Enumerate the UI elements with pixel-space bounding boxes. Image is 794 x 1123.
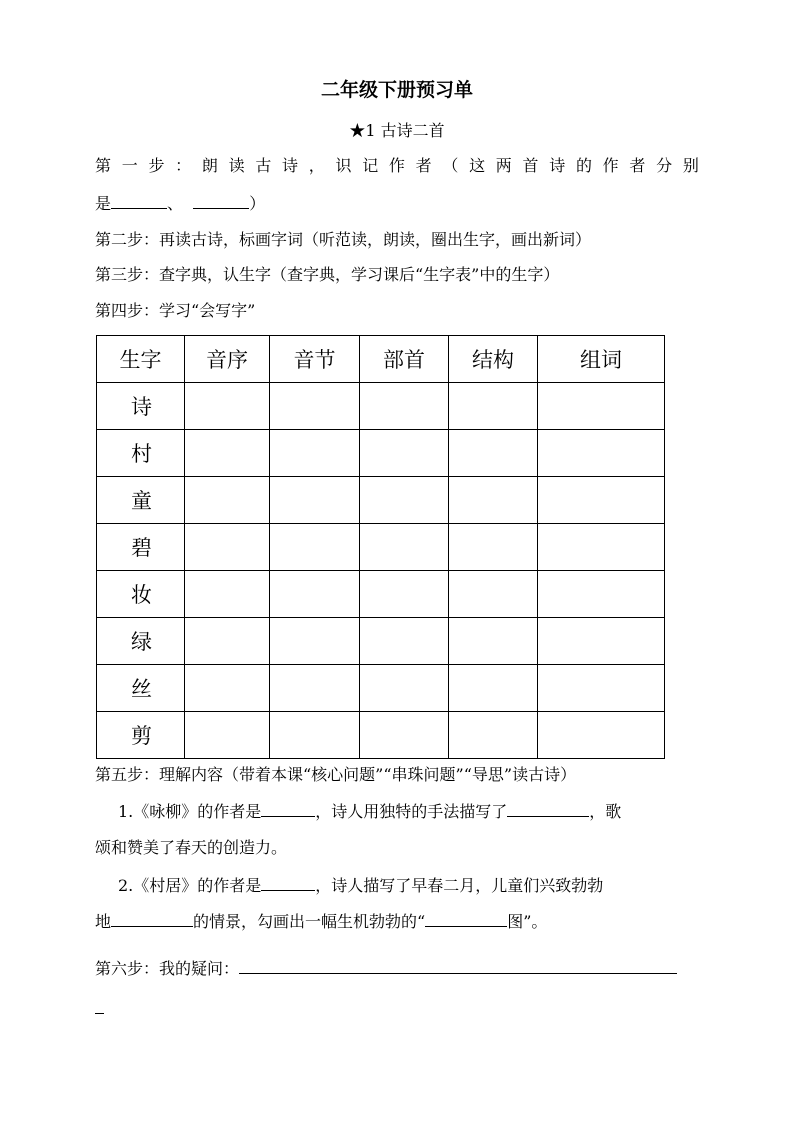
answer-cell[interactable] — [185, 430, 270, 477]
page-title: 二年级下册预习单 — [320, 79, 473, 101]
question-2-line2 — [95, 910, 547, 933]
q1-text-a: 1.《咏柳》的作者是 — [118, 802, 262, 821]
answer-cell[interactable] — [270, 618, 360, 665]
answer-cell[interactable] — [185, 712, 270, 759]
step1-char: 者 — [415, 156, 432, 175]
step1-prefix: 是 — [95, 194, 112, 213]
answer-cell[interactable] — [360, 618, 449, 665]
step1-char: 朗 — [201, 156, 218, 175]
table-row — [97, 571, 665, 618]
step5-heading: 第五步：理解内容（带着本课“核心问题”“串珠问题”“导思”读古诗） — [95, 765, 577, 784]
table-row — [97, 712, 665, 759]
header-zuci: 组词 — [538, 336, 665, 383]
step1-char: 诗 — [282, 156, 299, 175]
table-row — [97, 383, 665, 430]
answer-cell[interactable] — [360, 383, 449, 430]
char-cell: 村 — [97, 430, 185, 477]
step1-line1 — [95, 155, 699, 177]
answer-cell[interactable] — [538, 712, 665, 759]
answer-cell[interactable] — [538, 383, 665, 430]
answer-cell[interactable] — [270, 571, 360, 618]
step1-suffix: ） — [249, 194, 266, 213]
table-row — [97, 618, 665, 665]
answer-cell[interactable] — [449, 665, 538, 712]
answer-cell[interactable] — [270, 665, 360, 712]
answer-cell[interactable] — [360, 524, 449, 571]
step1-char: 者 — [629, 156, 646, 175]
table-row — [97, 477, 665, 524]
step6-line — [95, 957, 677, 980]
answer-cell[interactable] — [449, 712, 538, 759]
step1-char: ， — [308, 156, 325, 175]
answer-cell[interactable] — [449, 618, 538, 665]
answer-cell[interactable] — [185, 665, 270, 712]
header-jiegou: 结构 — [449, 336, 538, 383]
step1-line2 — [95, 192, 265, 215]
step1-char: 古 — [255, 156, 272, 175]
question-blank[interactable] — [239, 957, 677, 974]
char-cell: 妆 — [97, 571, 185, 618]
q2-blank-scene[interactable] — [111, 910, 193, 927]
table-row — [97, 524, 665, 571]
step1-char: 的 — [575, 156, 592, 175]
stray-underline-mark — [95, 1013, 104, 1014]
step1-char: （ — [442, 156, 459, 175]
step1-char: 一 — [121, 156, 138, 175]
q1-text-b: ，诗人用独特的手法描写了 — [315, 802, 508, 821]
char-table — [96, 335, 665, 759]
table-row — [97, 430, 665, 477]
answer-cell[interactable] — [270, 383, 360, 430]
q2-text-c: 地 — [95, 912, 112, 931]
header-char: 生字 — [97, 336, 185, 383]
answer-cell[interactable] — [185, 477, 270, 524]
answer-cell[interactable] — [360, 571, 449, 618]
step3-text: 第三步：查字典，认生字（查字典，学习课后“生字表”中的生字） — [95, 265, 560, 284]
answer-cell[interactable] — [449, 571, 538, 618]
step1-char: ： — [175, 156, 192, 175]
q1-blank-author[interactable] — [261, 800, 315, 817]
step4-text: 第四步：学习“会写字” — [95, 301, 256, 320]
q2-text-a: 2.《村居》的作者是 — [118, 876, 262, 895]
char-cell: 童 — [97, 477, 185, 524]
answer-cell[interactable] — [538, 618, 665, 665]
answer-cell[interactable] — [538, 665, 665, 712]
answer-cell[interactable] — [270, 524, 360, 571]
q2-blank-picture[interactable] — [425, 910, 507, 927]
answer-cell[interactable] — [270, 477, 360, 524]
char-cell: 绿 — [97, 618, 185, 665]
answer-cell[interactable] — [538, 524, 665, 571]
answer-cell[interactable] — [185, 383, 270, 430]
step1-char: 识 — [335, 156, 352, 175]
step1-char: 第 — [95, 156, 112, 175]
answer-cell[interactable] — [270, 712, 360, 759]
author-blank-2[interactable] — [193, 192, 249, 209]
step1-sep: 、 — [167, 194, 184, 213]
table-header-row — [97, 336, 665, 383]
char-cell: 碧 — [97, 524, 185, 571]
q2-text-d: 的情景，勾画出一幅生机勃勃的“ — [193, 912, 426, 931]
answer-cell[interactable] — [360, 477, 449, 524]
step1-char: 别 — [682, 156, 699, 175]
char-cell: 诗 — [97, 383, 185, 430]
answer-cell[interactable] — [449, 477, 538, 524]
step1-char: 读 — [228, 156, 245, 175]
step1-char: 诗 — [549, 156, 566, 175]
answer-cell[interactable] — [538, 571, 665, 618]
question-2-line1 — [118, 874, 603, 897]
answer-cell[interactable] — [360, 430, 449, 477]
q2-text-b: ，诗人描写了早春二月，儿童们兴致勃勃 — [315, 876, 604, 895]
answer-cell[interactable] — [449, 524, 538, 571]
char-cell: 剪 — [97, 712, 185, 759]
answer-cell[interactable] — [449, 383, 538, 430]
lesson-subtitle: ★1 古诗二首 — [349, 121, 445, 140]
step2-text: 第二步：再读古诗，标画字词（听范读，朗读，圈出生字，画出新词） — [95, 230, 592, 249]
step1-char: 首 — [522, 156, 539, 175]
char-cell: 丝 — [97, 665, 185, 712]
step1-char: 步 — [148, 156, 165, 175]
answer-cell[interactable] — [185, 524, 270, 571]
answer-cell[interactable] — [185, 618, 270, 665]
answer-cell[interactable] — [360, 665, 449, 712]
author-blank-1[interactable] — [111, 192, 167, 209]
step1-char: 作 — [602, 156, 619, 175]
step1-char: 两 — [495, 156, 512, 175]
q1-text-c: ，歌 — [589, 802, 622, 821]
header-yinxu: 音序 — [185, 336, 270, 383]
step6-label: 第六步：我的疑问： — [95, 959, 240, 978]
answer-cell[interactable] — [538, 477, 665, 524]
answer-cell[interactable] — [538, 430, 665, 477]
header-yinjie: 音节 — [270, 336, 360, 383]
step1-char: 作 — [388, 156, 405, 175]
question-1-line1 — [118, 800, 621, 823]
table-row — [97, 665, 665, 712]
answer-cell[interactable] — [360, 712, 449, 759]
q1-blank-content[interactable] — [507, 800, 589, 817]
q2-text-e: 图”。 — [507, 912, 548, 931]
step1-char: 记 — [362, 156, 379, 175]
answer-cell[interactable] — [270, 430, 360, 477]
answer-cell[interactable] — [449, 430, 538, 477]
step1-char: 分 — [656, 156, 673, 175]
step1-char: 这 — [469, 156, 486, 175]
answer-cell[interactable] — [185, 571, 270, 618]
header-bushou: 部首 — [360, 336, 449, 383]
q2-blank-author[interactable] — [261, 874, 315, 891]
question-1-line2: 颂和赞美了春天的创造力。 — [95, 838, 288, 857]
